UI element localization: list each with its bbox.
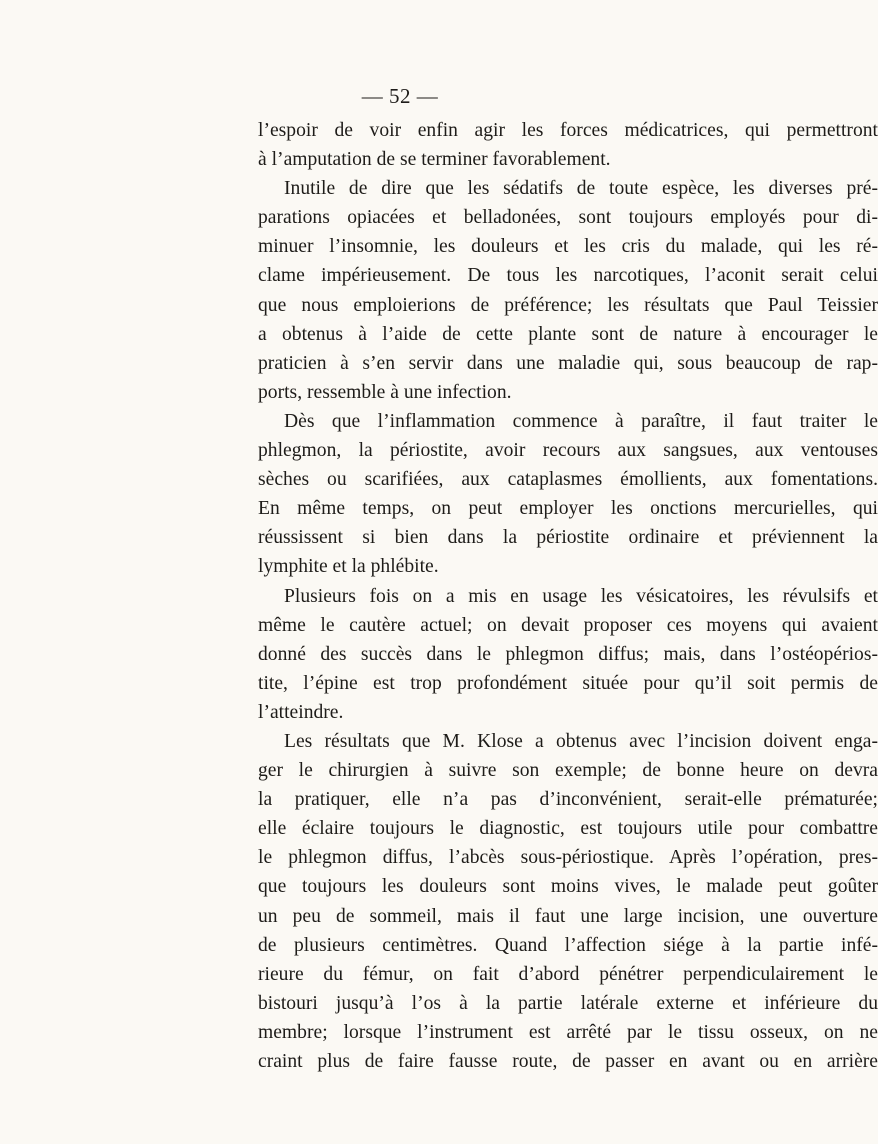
text-line: que nous emploierions de préférence; les résultats que Paul Teissier	[258, 294, 878, 316]
text-line: l’espoir de voir enfin agir les forces médicatrices, qui permettront	[258, 120, 878, 141]
text-line: Inutile de dire que les sédatifs de toute espèce, les diverses pré-	[284, 178, 878, 200]
text-line: Les résultats que M. Klose a obtenus avec l’incision doivent enga-	[284, 730, 878, 752]
text-line: que toujours les douleurs sont moins vives, le malade peut goûter	[258, 876, 878, 898]
text-line: En même temps, on peut employer les onctions mercurielles, qui	[258, 498, 878, 520]
text-line: à l’amputation de se terminer favorablement.	[258, 149, 611, 171]
text-line: ger le chirurgien à suivre son exemple; de bonne heure on devra	[258, 760, 878, 782]
page-number: — 52 —	[361, 84, 439, 108]
text-line: Plusieurs fois on a mis en usage les vésicatoires, les révulsifs et	[284, 585, 878, 607]
text-line: rieure du fémur, on fait d’abord pénétrer perpendiculairement le	[258, 963, 878, 985]
text-line: de plusieurs centimètres. Quand l’affection siége à la partie infé-	[258, 934, 878, 956]
text-line: craint plus de faire fausse route, de passer en avant ou en arrière	[258, 1051, 878, 1072]
text-line: ports, ressemble à une infection.	[258, 381, 512, 403]
text-line: même le cautère actuel; on devait proposer ces moyens qui avaient	[258, 614, 878, 636]
text-line: bistouri jusqu’à l’os à la partie latérale externe et inférieure du	[258, 992, 878, 1014]
text-line: membre; lorsque l’instrument est arrêté par le tissu osseux, on ne	[258, 1021, 878, 1043]
paragraph	[258, 727, 878, 1076]
paragraph	[258, 582, 878, 727]
paragraph	[258, 407, 878, 582]
text-line: phlegmon, la périostite, avoir recours aux sangsues, aux ventouses	[258, 440, 878, 462]
text-line: parations opiacées et belladonées, sont toujours employés pour di-	[258, 207, 878, 229]
text-line: minuer l’insomnie, les douleurs et les cris du malade, qui les ré-	[258, 236, 878, 258]
text-line: un peu de sommeil, mais il faut une large incision, une ouverture	[258, 905, 878, 927]
text-line: elle éclaire toujours le diagnostic, est toujours utile pour combattre	[258, 818, 878, 840]
text-line: praticien à s’en servir dans une maladie qui, sous beaucoup de rap-	[258, 352, 878, 374]
text-line: clame impérieusement. De tous les narcotiques, l’aconit serait celui	[258, 265, 878, 287]
text-line: l’atteindre.	[258, 701, 344, 723]
text-line: a obtenus à l’aide de cette plante sont de nature à encourager le	[258, 323, 878, 345]
text-line: sèches ou scarifiées, aux cataplasmes émollients, aux fomentations.	[258, 469, 878, 491]
body-text	[258, 116, 878, 1076]
text-line: lymphite et la phlébite.	[258, 556, 439, 578]
text-line: tite, l’épine est trop profondément située pour qu’il soit permis de	[258, 672, 878, 694]
text-line: donné des succès dans le phlegmon diffus; mais, dans l’ostéopérios-	[258, 643, 878, 665]
text-line: le phlegmon diffus, l’abcès sous-périostique. Après l’opération, pres-	[258, 847, 878, 869]
text-line: Dès que l’inflammation commence à paraître, il faut traiter le	[284, 410, 878, 432]
paragraph	[258, 116, 878, 174]
text-line: réussissent si bien dans la périostite ordinaire et préviennent la	[258, 527, 878, 549]
paragraph	[258, 174, 878, 407]
text-line: la pratiquer, elle n’a pas d’inconvénient, serait-elle prématurée;	[258, 789, 878, 811]
